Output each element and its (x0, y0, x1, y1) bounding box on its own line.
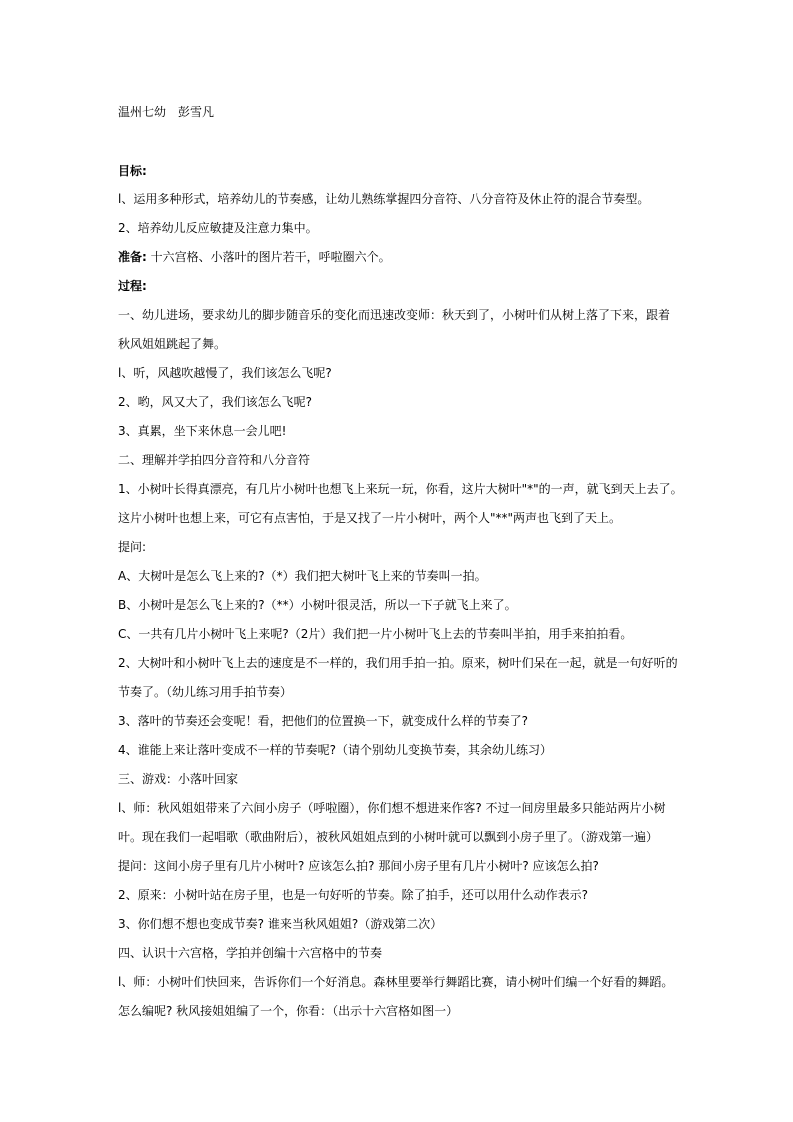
section-2-item-1-line-2: 这片小树叶也想上来，可它有点害怕，于是又找了一片小树叶，两个人"**"两声也飞到了天上。 (118, 511, 622, 525)
section-2-item-1-line-1: 1、小树叶长得真漂亮，有几片小树叶也想飞上来玩一玩，你看，这片大树叶"*"的一声，就飞到天上去了。 (118, 482, 683, 496)
goal-item-1: l、运用多种形式，培养幼儿的节奏感，让幼儿熟练掌握四分音符、八分音符及休止符的混合节奏型。 (118, 192, 650, 206)
section-4-item-1-line-1: l、师：小树叶们快回来，告诉你们一个好消息。森林里要举行舞蹈比赛，请小树叶们编一个好看的舞蹈。 (118, 975, 674, 989)
section-3-item-3: 3、你们想不想也变成节奏? 谁来当秋风姐姐?（游戏第二次） (118, 917, 443, 931)
goal-item-2: 2、培养幼儿反应敏捷及注意力集中。 (118, 221, 318, 235)
prep-text: 十六宫格、小落叶的图片若干，呼啦圈六个。 (150, 250, 391, 264)
section-2-item-2-line-2: 节奏了。（幼儿练习用手拍节奏） (118, 685, 293, 699)
section-2-ask-label: 提问: (118, 540, 147, 554)
section-3-item-1-line-1: l、师：秋风姐姐带来了六间小房子（呼啦圈），你们想不想进来作客? 不过一间房里最多只能站两片小树 (118, 801, 666, 815)
prep-paragraph (118, 249, 391, 265)
author-line: 温州七幼 彭雪凡 (118, 105, 215, 119)
section-3-ask: 提问：这间小房子里有几片小树叶? 应该怎么拍? 那间小房子里有几片小树叶? 应该怎么拍? (118, 859, 599, 873)
section-3-item-1-line-2: 叶。现在我们一起唱歌（歌曲附后），被秋风姐姐点到的小树叶就可以飘到小房子里了。（游戏第一遍） (118, 830, 659, 844)
section-1-intro-line-1: 一、幼儿进场，要求幼儿的脚步随音乐的变化而迅速改变师：秋天到了，小树叶们从树上落了下来，跟着 (118, 308, 671, 322)
goal-heading: 目标: (118, 164, 147, 178)
prep-heading: 准备: (118, 250, 147, 264)
section-2-item-2-line-1: 2、大树叶和小树叶飞上去的速度是不一样的，我们用手拍一拍。原来，树叶们呆在一起，就是一句好听的 (118, 656, 678, 670)
section-1-question-2: 2、哟，风又大了，我们该怎么飞呢? (118, 395, 313, 409)
section-2-item-3: 3、落叶的节奏还会变呢！看，把他们的位置换一下，就变成什么样的节奏了? (118, 714, 529, 728)
section-3-heading: 三、游戏：小落叶回家 (118, 772, 239, 786)
section-1-question-3: 3、真累，坐下来休息一会儿吧! (118, 424, 287, 438)
section-1-question-1: l、听，风越吹越慢了，我们该怎么飞呢? (118, 366, 332, 380)
section-4-item-1-line-2: 怎么编呢? 秋风接姐姐编了一个，你看：（出示十六宫格如图一） (118, 1004, 459, 1018)
section-2-heading: 二、理解并学拍四分音符和八分音符 (118, 453, 311, 467)
section-1-intro-line-2: 秋风姐姐跳起了舞。 (118, 337, 227, 351)
section-2-question-a: A、大树叶是怎么飞上来的?（*）我们把大树叶飞上来的节奏叫一拍。 (118, 569, 487, 583)
section-4-heading: 四、认识十六宫格，学拍并创编十六宫格中的节奏 (118, 946, 383, 960)
section-3-item-2: 2、原来：小树叶站在房子里，也是一句好听的节奏。除了拍手，还可以用什么动作表示? (118, 888, 589, 902)
section-2-item-4: 4、谁能上来让落叶变成不一样的节奏呢?（请个别幼儿变换节奏，其余幼儿练习） (118, 743, 553, 757)
process-heading: 过程: (118, 279, 147, 293)
section-2-question-b: B、小树叶是怎么飞上来的?（**）小树叶很灵活，所以一下子就飞上来了。 (118, 598, 517, 612)
section-2-question-c: C、一共有几片小树叶飞上来呢?（2片）我们把一片小树叶飞上去的节奏叫半拍，用手来拍拍看。 (118, 627, 633, 641)
